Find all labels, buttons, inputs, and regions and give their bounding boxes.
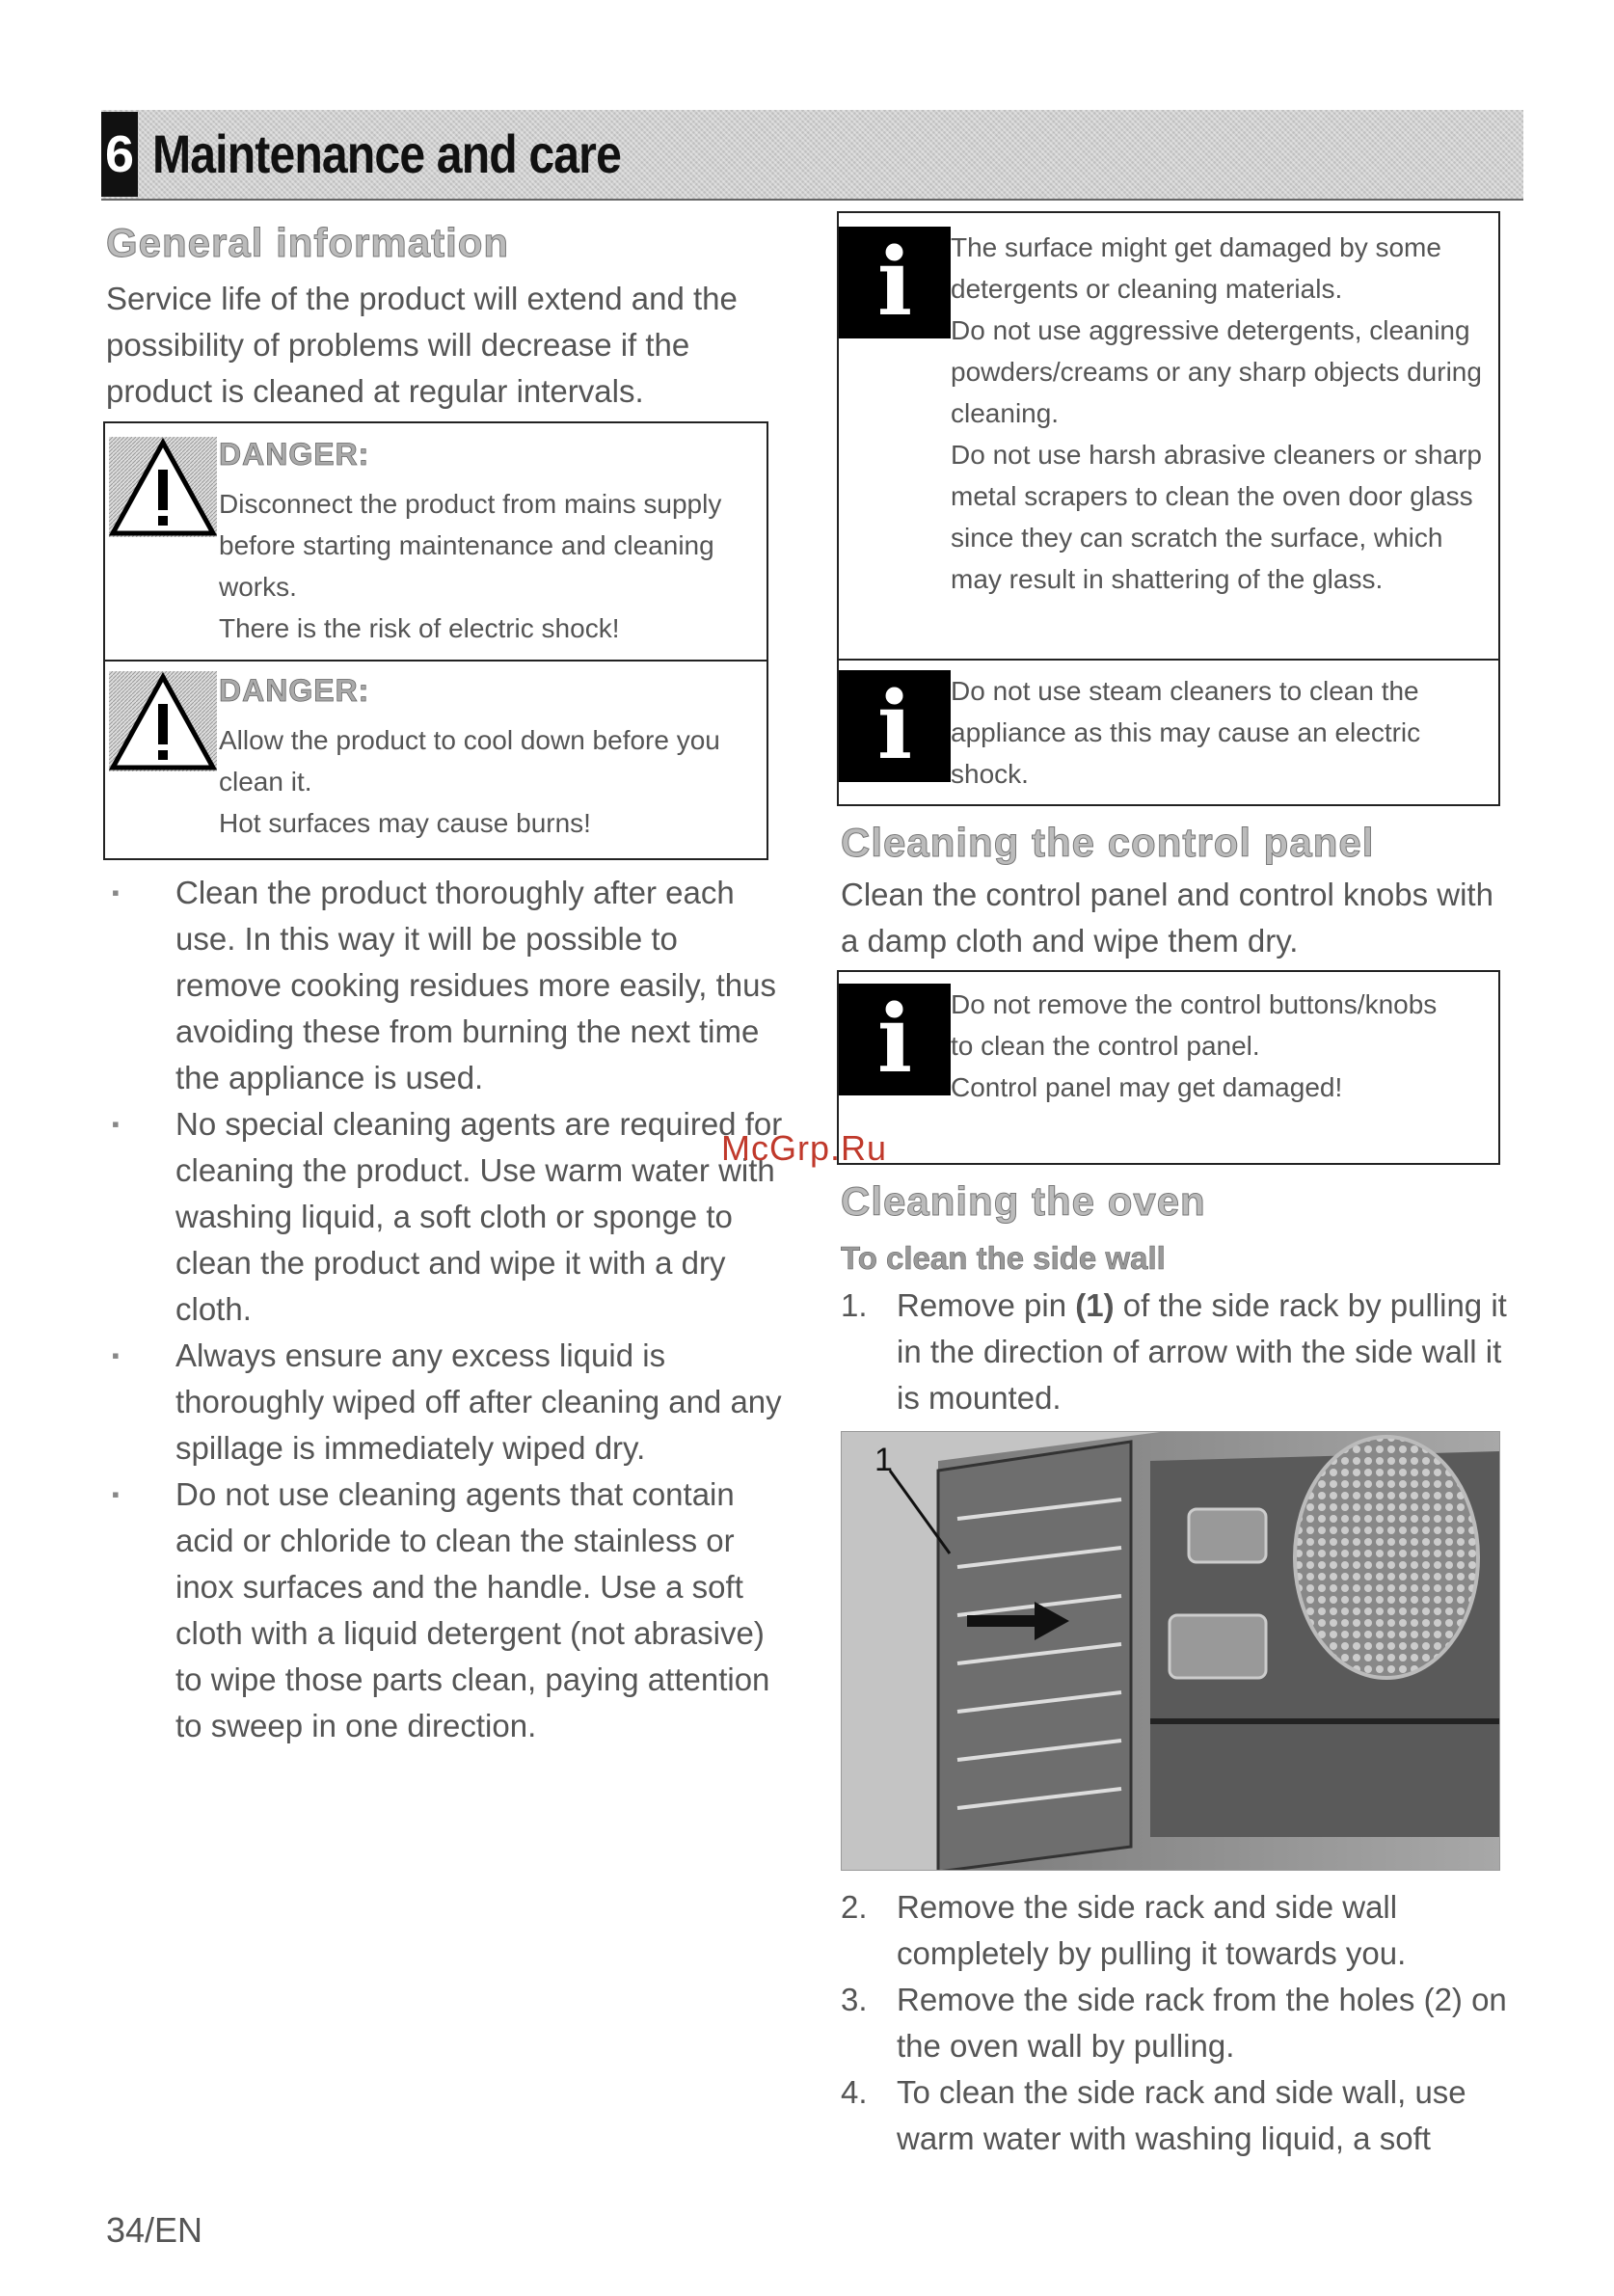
info-1-line-3: Do not use harsh abrasive cleaners or sharp metal scrapers to clean the oven door glass since they can scratch the surface, which may result in shattering of the glass. xyxy=(951,440,1482,594)
list-item: ▪ Do not use cleaning agents that contain acid or chloride to clean the stainless or inox surfaces and the handle. Use a soft cloth with a liquid detergent (not abrasive) to wipe those parts clean, paying attention to sweep in one direction. xyxy=(106,1472,791,1749)
info-3-line-2: Control panel may get damaged! xyxy=(951,1072,1343,1102)
info-1-line-1: The surface might get damaged by some detergents or cleaning materials. xyxy=(951,232,1441,304)
list-item: ▪ Clean the product thoroughly after each use. In this way it will be possible to remove cooking residues more easily, thus avoiding these from burning the next time the appliance is used. xyxy=(106,870,791,1101)
step-1 xyxy=(841,1283,1516,1421)
step-text: To clean the side rack and side wall, use warm water with washing liquid, a soft xyxy=(897,2074,1466,2156)
list-item: ▪ Always ensure any excess liquid is thoroughly wiped off after cleaning and any spillage is immediately wiped dry. xyxy=(106,1333,791,1472)
control-panel-text: Clean the control panel and control knobs with a damp cloth and wipe them dry. xyxy=(841,877,1493,959)
list-item: ▪ No special cleaning agents are required for cleaning the product. Use warm water with washing liquid, a soft cloth or sponge to clean the product and wipe it with a dry cloth. xyxy=(106,1101,791,1333)
danger-2-text xyxy=(219,719,759,844)
info-1-text xyxy=(951,227,1491,600)
general-information-heading: General information xyxy=(106,220,510,265)
danger-1-line-1: Disconnect the product from mains supply before starting maintenance and cleaning works. xyxy=(219,489,722,602)
step-number: 2. xyxy=(841,1889,868,1925)
danger-2-line-1: Allow the product to cool down before you clean it. xyxy=(219,725,720,797)
chapter-title: Maintenance and care xyxy=(152,123,621,184)
info-1-line-2: Do not use aggressive detergents, cleaning powders/creams or any sharp objects during cleaning. xyxy=(951,315,1482,428)
step-list-2 xyxy=(841,1884,1516,2162)
info-icon: i xyxy=(839,227,951,338)
info-3-text xyxy=(951,984,1452,1108)
watermark: McGrp.Ru xyxy=(721,1128,888,1168)
danger-2-line-2: Hot surfaces may cause burns! xyxy=(219,808,591,838)
step-number: 4. xyxy=(841,2074,868,2110)
general-intro: Service life of the product will extend and the possibility of problems will decrease if the product is cleaned at regular intervals. xyxy=(106,281,738,409)
info-icon: i xyxy=(839,984,951,1095)
danger-2-title: DANGER: xyxy=(219,673,370,708)
step-number: 3. xyxy=(841,1982,868,2017)
info-3-line-1: Do not remove the control buttons/knobs to clean the control panel. xyxy=(951,989,1438,1061)
page-number: 34/EN xyxy=(106,2210,203,2250)
step-4 xyxy=(841,2069,1516,2162)
step-number: 1. xyxy=(841,1287,868,1323)
warning-triangle-icon xyxy=(109,437,217,537)
step-1-text-a: Remove pin xyxy=(897,1287,1076,1323)
figure-label-1: 1 xyxy=(874,1442,893,1478)
danger-1-title: DANGER: xyxy=(219,437,370,472)
danger-1-line-2: There is the risk of electric shock! xyxy=(219,613,620,643)
info-box-1 xyxy=(837,211,1500,661)
control-panel-heading: Cleaning the control panel xyxy=(841,820,1375,865)
danger-box-1 xyxy=(103,421,768,662)
oven-side-wall-photo xyxy=(841,1431,1500,1871)
side-wall-subheading: To clean the side wall xyxy=(841,1240,1166,1276)
info-2-text: Do not use steam cleaners to clean the appliance as this may cause an electric shock. xyxy=(951,676,1421,789)
info-box-2 xyxy=(837,659,1500,806)
info-icon: i xyxy=(839,670,951,782)
warning-triangle-icon xyxy=(109,671,217,771)
step-text: Remove the side rack and side wall completely by pulling it towards you. xyxy=(897,1889,1407,1971)
step-2 xyxy=(841,1884,1516,1977)
chapter-number: 6 xyxy=(101,112,138,197)
step-text: Remove the side rack from the holes (2) on the oven wall by pulling. xyxy=(897,1982,1507,2064)
info-box-3 xyxy=(837,970,1500,1165)
care-bullet-list xyxy=(106,870,791,1749)
pin-label: (1) xyxy=(1075,1287,1115,1323)
step-1-text-b: of the side rack by pulling it in the direction of arrow with the side wall it is mounted. xyxy=(897,1287,1507,1416)
oven-illustration xyxy=(842,1432,1500,1871)
step-list-1 xyxy=(841,1283,1516,1421)
cleaning-oven-heading: Cleaning the oven xyxy=(841,1178,1206,1224)
danger-1-text xyxy=(219,483,759,649)
danger-box-2 xyxy=(103,660,768,860)
step-3 xyxy=(841,1977,1516,2069)
